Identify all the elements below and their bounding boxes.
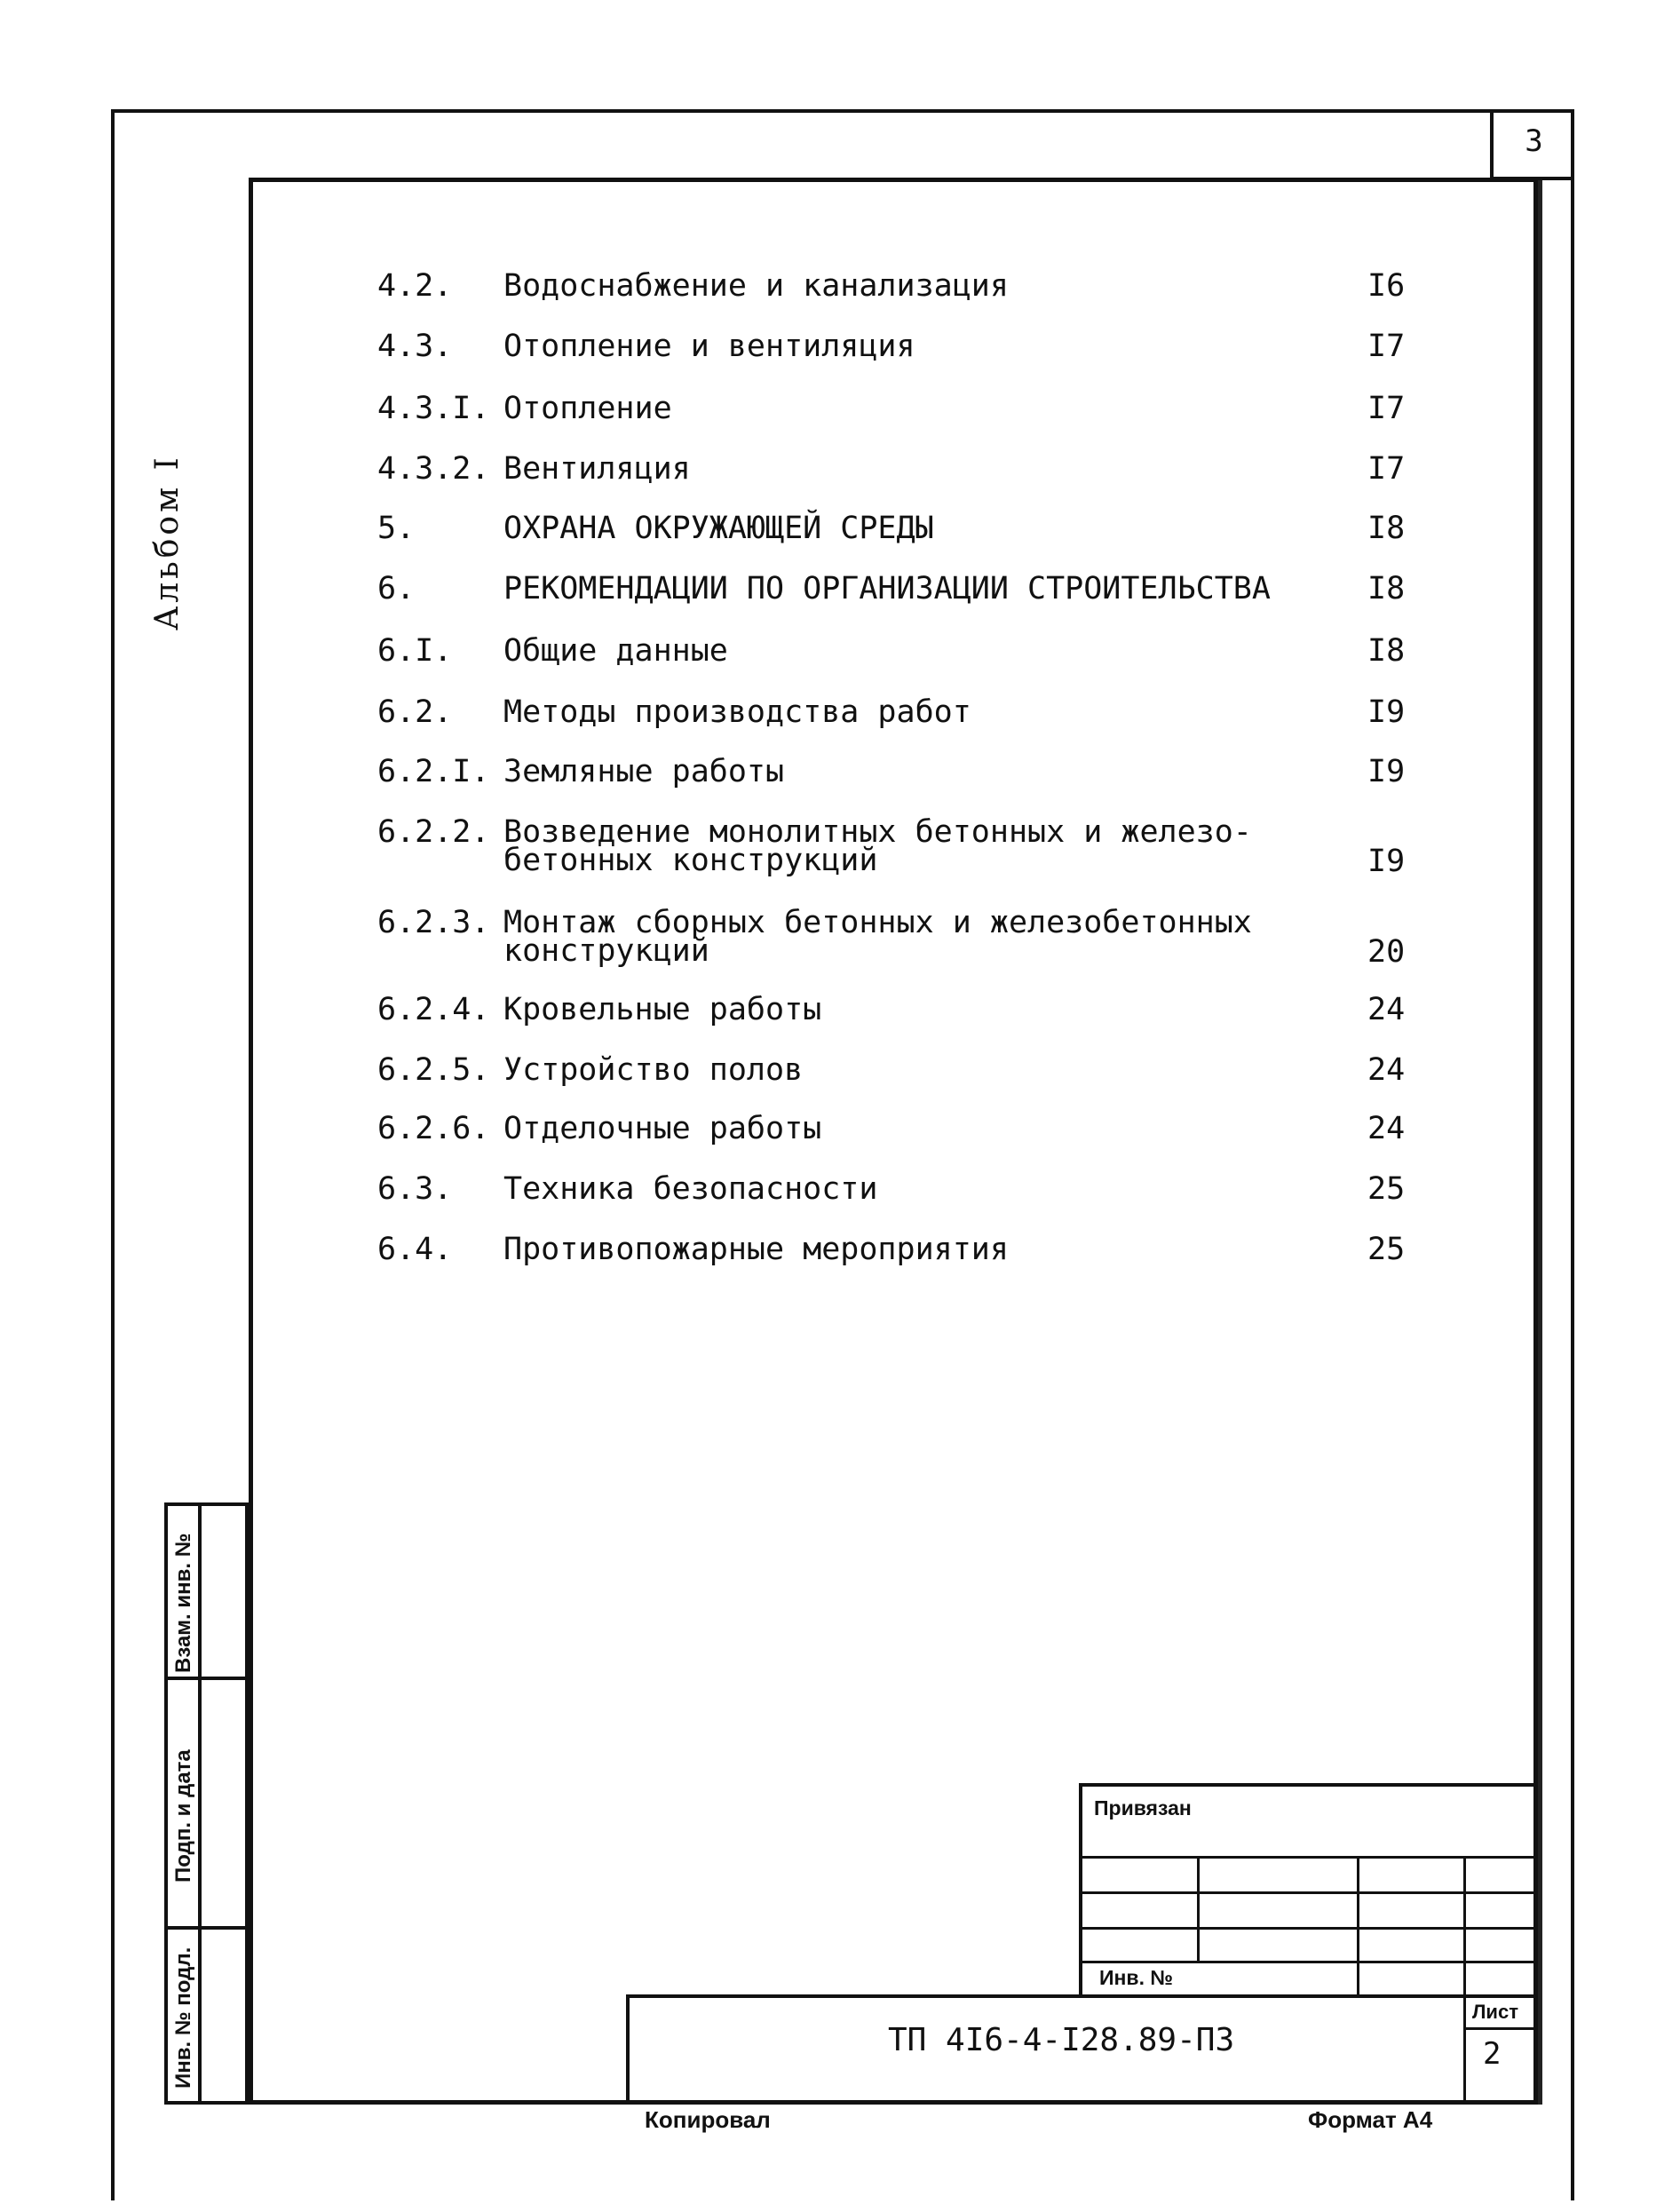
toc-entry-page: 24: [1367, 1052, 1406, 1088]
toc-entry-number: 6.2.5.: [377, 1052, 490, 1088]
toc-entry-number: 6.2.2.: [377, 814, 490, 850]
toc-entry-title: Противопожарные мероприятия: [503, 1232, 1009, 1267]
toc-entry-page: I8: [1367, 511, 1406, 546]
format-label: Формат А4: [1308, 2106, 1433, 2133]
toc-entry-page: I9: [1367, 694, 1406, 730]
toc-entry-page: I9: [1367, 754, 1406, 789]
toc-entry-title: РЕКОМЕНДАЦИИ ПО ОРГАНИЗАЦИИ СТРОИТЕЛЬСТВА: [503, 571, 1271, 606]
tb-line: [1079, 1961, 1538, 1963]
toc-entry-number: 6.I.: [377, 633, 453, 669]
document-code: ТП 4I6-4-I28.89-ПЗ: [888, 2022, 1235, 2058]
toc-entry-number: 6.: [377, 571, 416, 606]
toc-entry-page: 20: [1367, 934, 1406, 970]
stamp-podp-label: Подп. и дата: [171, 1749, 195, 1883]
toc-entry-title: ОХРАНА ОКРУЖАЮЩЕЙ СРЕДЫ: [503, 511, 934, 546]
toc-entry-title: Возведение монолитных бетонных и железо-: [503, 814, 1252, 850]
toc-entry-number: 5.: [377, 511, 416, 546]
toc-entry-title: Монтаж сборных бетонных и железобетонных: [503, 905, 1252, 940]
tb-line: [1463, 1856, 1466, 1998]
toc-entry-page: I8: [1367, 571, 1406, 606]
toc-entry-page: 25: [1367, 1171, 1406, 1207]
toc-entry-number: 4.2.: [377, 268, 453, 304]
toc-entry-title: Отделочные работы: [503, 1111, 822, 1146]
tb-line: [1079, 1856, 1538, 1859]
toc-entry-page: I9: [1367, 844, 1406, 879]
toc-entry-title: Общие данные: [503, 633, 728, 669]
sheet-number: 2: [1483, 2036, 1502, 2072]
toc-entry-number: 6.2.: [377, 694, 453, 730]
stamp-vzam-label: Взам. инв. №: [171, 1533, 195, 1673]
toc-entry-title-continued: конструкций: [503, 933, 709, 969]
tb-line: [1079, 1927, 1538, 1930]
toc-entry-page: 24: [1367, 992, 1406, 1027]
page-number: 3: [1490, 109, 1574, 180]
toc-entry-number: 4.3.: [377, 329, 453, 364]
toc-entry-number: 6.2.6.: [377, 1111, 490, 1146]
toc-entry-title-continued: бетонных конструкций: [503, 843, 878, 878]
toc-entry-page: I7: [1367, 329, 1406, 364]
toc-entry-title: Отопление и вентиляция: [503, 329, 915, 364]
toc-entry-number: 6.2.I.: [377, 754, 490, 789]
album-label: Альбом I: [149, 454, 186, 630]
frame-shadow: [1538, 178, 1542, 2105]
toc-entry-page: 25: [1367, 1232, 1406, 1267]
toc-entry-title: Кровельные работы: [503, 992, 822, 1027]
toc-entry-page: I7: [1367, 451, 1406, 487]
toc-entry-number: 6.3.: [377, 1171, 453, 1207]
toc-entry-page: 24: [1367, 1111, 1406, 1146]
toc-entry-title: Методы производства работ: [503, 694, 971, 730]
stamp-inv-value: [198, 1926, 249, 2105]
tb-line: [1197, 1856, 1200, 1961]
tb-line: [1463, 1994, 1466, 2105]
toc-entry-number: 4.3.I.: [377, 391, 490, 426]
toc-entry-number: 6.2.4.: [377, 992, 490, 1027]
toc-entry-page: I8: [1367, 633, 1406, 669]
copied-label: Копировал: [645, 2106, 771, 2133]
toc-entry-page: I6: [1367, 268, 1406, 304]
toc-entry-number: 6.2.3.: [377, 905, 490, 940]
list-label: Лист: [1472, 2001, 1518, 2023]
stamp-inv-label: Инв. № подл.: [171, 1946, 195, 2089]
tb-line: [1463, 2027, 1538, 2030]
toc-entry-title: Земляные работы: [503, 754, 785, 789]
toc-entry-title: Техника безопасности: [503, 1171, 878, 1207]
tb-line: [1079, 1891, 1538, 1894]
stamp-vzam-value: [198, 1502, 249, 1680]
toc-entry-title: Водоснабжение и канализация: [503, 268, 1009, 304]
toc-entry-title: Вентиляция: [503, 451, 691, 487]
toc-entry-number: 6.4.: [377, 1232, 453, 1267]
stamp-podp-value: [198, 1677, 249, 1930]
toc-entry-number: 4.3.2.: [377, 451, 490, 487]
toc-entry-page: I7: [1367, 391, 1406, 426]
toc-entry-title: Устройство полов: [503, 1052, 804, 1088]
inv-no-label: Инв. №: [1099, 1966, 1173, 1989]
tb-line: [1357, 1856, 1359, 1998]
toc-entry-title: Отопление: [503, 391, 672, 426]
privyazan-label: Привязан: [1094, 1796, 1192, 1819]
